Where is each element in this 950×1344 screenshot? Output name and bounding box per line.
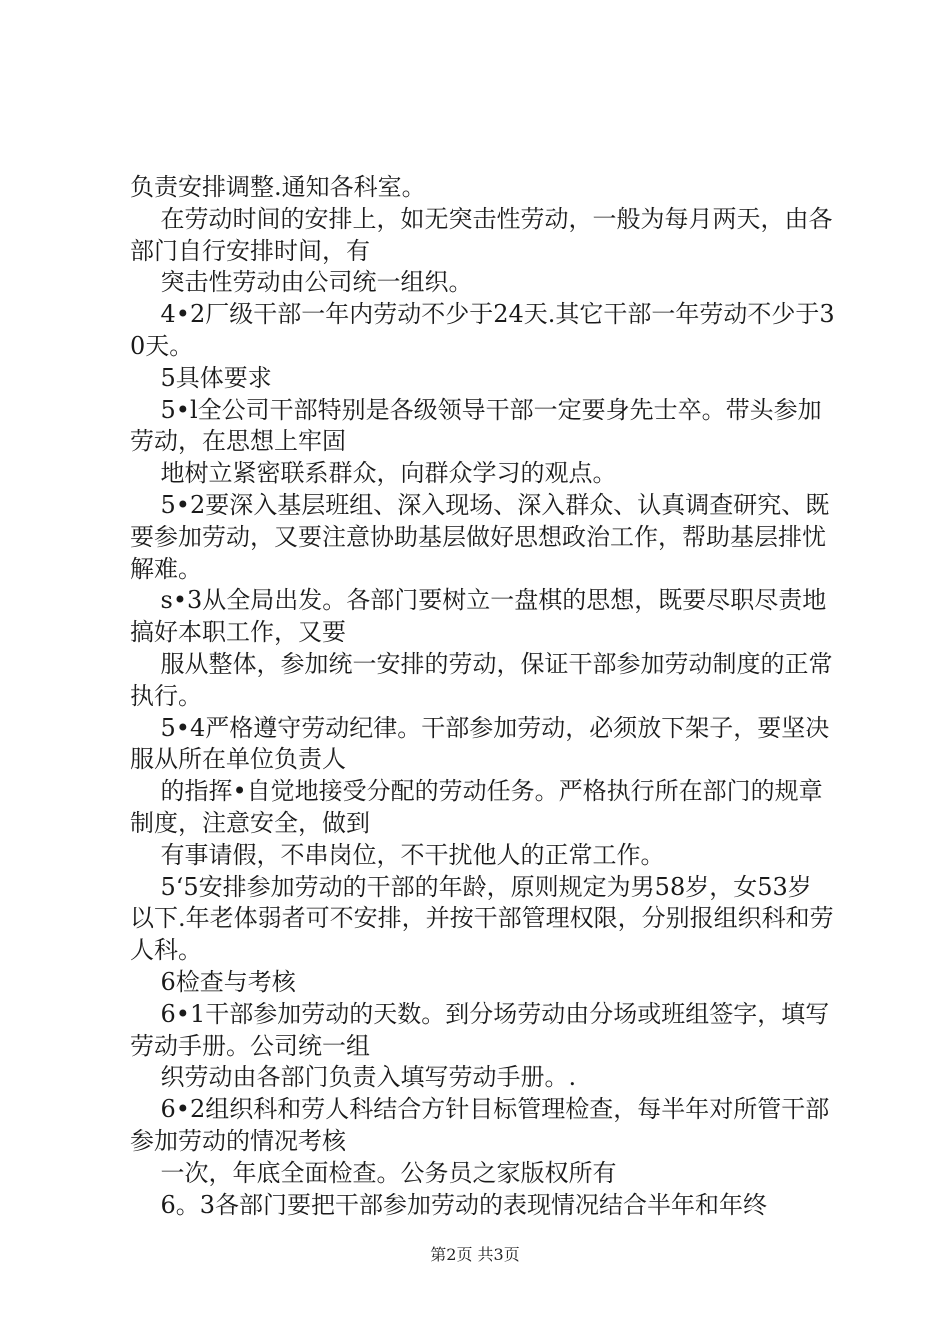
- document-body: [130, 172, 835, 1221]
- paragraph-3: 突击性劳动由公司统一组织。: [130, 268, 473, 297]
- paragraph-5-3b: 服从整体，参加统一安排的劳动，保证干部参加劳动制度的正常执行。: [130, 649, 833, 710]
- paragraph-5-4a: 5•4严格遵守劳动纪律。干部参加劳动，必须放下架子，要坚决服从所在单位负责人: [130, 713, 830, 774]
- paragraph-5-4c: 有事请假，不串岗位，不干扰他人的正常工作。: [130, 840, 665, 869]
- paragraph-5-2: 5•2要深入基层班组、深入现场、深入群众、认真调查研究、既要参加劳动，又要注意协助基层做好思想政治工作，帮助基层排忧解难。: [130, 490, 830, 583]
- paragraph-2: 在劳动时间的安排上，如无突击性劳动，一般为每月两天，由各部门自行安排时间，有: [130, 204, 833, 265]
- paragraph-1: 负责安排调整.通知各科室。: [130, 173, 426, 201]
- paragraph-5-5: 5‘5安排参加劳动的干部的年龄，原则规定为男58岁，女53岁以下.年老体弱者可不安排，并按干部管理权限，分别报组织科和劳人科。: [130, 872, 834, 965]
- page-number: 第2页 共3页: [430, 1245, 520, 1264]
- paragraph-5-3a: s•3从全局出发。各部门要树立一盘棋的思想，既要尽职尽责地搞好本职工作，又要: [130, 586, 827, 647]
- paragraph-5-4b: 的指挥•自觉地接受分配的劳动任务。严格执行所在部门的规章制度，注意安全，做到: [130, 777, 823, 837]
- paragraph-5-1b: 地树立紧密联系群众，向群众学习的观点。: [130, 459, 617, 488]
- paragraph-6-3: 6。3各部门要把干部参加劳动的表现情况结合半年和年终: [130, 1190, 768, 1219]
- section-heading-6: 6检查与考核: [130, 967, 296, 996]
- paragraph-6-2a: 6•2组织科和劳人科结合方针目标管理检查，每半年对所管干部参加劳动的情况考核: [130, 1095, 830, 1155]
- paragraph-5-1a: 5•l全公司干部特别是各级领导干部一定要身先士卒。带头参加劳动，在思想上牢固: [130, 395, 822, 456]
- paragraph-6-1b: 织劳动由各部门负责入填写劳动手册。.: [130, 1063, 577, 1092]
- page-footer: [0, 1244, 950, 1266]
- paragraph-4: 4•2厂级干部一年内劳动不少于24天.其它干部一年劳动不少于30天。: [130, 300, 835, 360]
- paragraph-6-2b: 一次，年底全面检查。公务员之家版权所有: [130, 1158, 617, 1187]
- paragraph-6-1a: 6•1干部参加劳动的天数。到分场劳动由分场或班组签字，填写劳动手册。公司统一组: [130, 999, 830, 1060]
- section-heading-5: 5具体要求: [130, 363, 272, 392]
